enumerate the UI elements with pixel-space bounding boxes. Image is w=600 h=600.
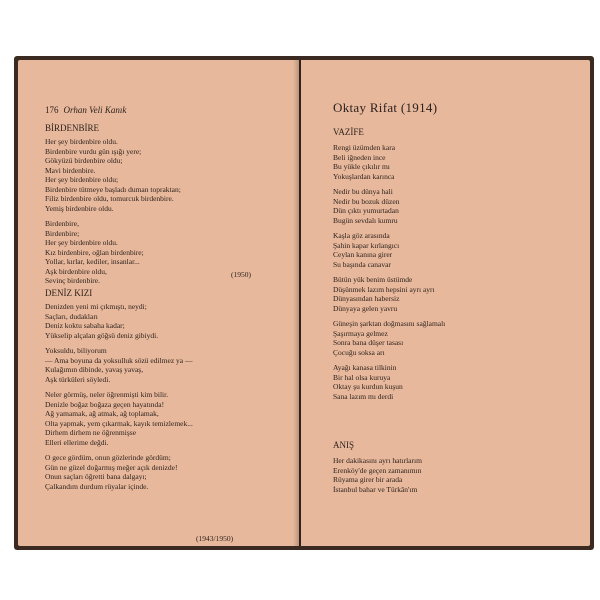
poem-line: Yokuşlardan karınca <box>333 171 395 181</box>
stanza <box>333 456 422 494</box>
stanza <box>333 231 445 269</box>
poem-line: Bütün yük benim üstümde <box>333 275 413 284</box>
poem-line: Dün çıktı yumurtadan <box>333 206 399 215</box>
poem-title: VAZİFE <box>333 127 364 137</box>
poem-line: Gün ne güzel doğarmış meğer açık denizde! <box>45 462 178 472</box>
poem-line: Bu yükle çıkılır mı <box>333 162 390 171</box>
poem-line: Ağ yamamak, ağ atmak, ağ toplamak, <box>45 409 159 418</box>
poem-line: Dirhem dirhem ne öğrenmişse <box>45 428 137 437</box>
poem-title: BİRDENBİRE <box>45 123 99 133</box>
poem-line: Ayağı kanasa tilkinin <box>333 363 397 372</box>
poem-date: (1950) <box>231 270 251 279</box>
poem-line: Sonra bana düşer tasası <box>333 338 404 347</box>
poem-line: Yükselip alçalan göğsü deniz gibiydi. <box>45 330 159 340</box>
poem-line: Filiz birdenbire oldu, tomurcuk birdenbire. <box>45 194 174 203</box>
poem-title: DENİZ KIZI <box>45 288 93 298</box>
poem-line: — Ama boyuna da yoksulluk sözü edilmez ya — <box>45 355 193 365</box>
stanza <box>333 363 445 401</box>
poem-line: Kaşla göz arasında <box>333 231 390 240</box>
poem-line: Çocuğu soksa arı <box>333 347 385 357</box>
poem-line: Aşk türküleri söyledi. <box>45 374 111 384</box>
poem-line: Olta yapmak, yem çıkarmak, kayık temizlemek... <box>45 418 193 428</box>
poem-line: Gökyüzü birdenbire oldu; <box>45 156 123 165</box>
poem-line: Bugün sevdalı kumru <box>333 215 398 225</box>
right-page <box>301 60 590 546</box>
stanza <box>45 390 193 447</box>
author-heading: Oktay Rifat (1914) <box>333 100 438 115</box>
poem-line: Rengi üzümden kara <box>333 143 396 152</box>
poem-line: Birdenbire vurdu gün ışığı yere; <box>45 146 142 156</box>
poem-line: Nedir bu dünya hali <box>333 187 393 196</box>
poem-line: Şaşırmaya gelmez <box>333 328 388 338</box>
stanza <box>45 302 193 340</box>
poem-line: Bir hal olsa kuruya <box>333 372 391 382</box>
poem-line: Rüyama girer bir arada <box>333 475 403 484</box>
poem-line: Yemiş birdenbire oldu. <box>45 203 114 213</box>
poem-line: Her şey birdenbire oldu. <box>45 137 118 146</box>
poem-line: Şahin kapar kırlangıcı <box>333 240 400 250</box>
poem-title: ANIŞ <box>333 440 355 450</box>
poem-line: Saçları, dudakları <box>45 311 98 321</box>
poem-line: Birdenbire, <box>45 219 79 228</box>
running-head <box>45 105 126 115</box>
stanza <box>333 275 445 313</box>
poem-birdenbire <box>45 123 181 292</box>
stanza <box>333 319 445 357</box>
stanza <box>333 187 445 225</box>
poem-line: Düşünmek lazım hepsini ayrı ayrı <box>333 284 435 294</box>
poem-line: Aşk birdenbire oldu, <box>45 266 107 276</box>
poem-line: O gece gördüm, onun gözlerinde gördüm; <box>45 453 171 462</box>
poem-line: Ceylan kanına girer <box>333 250 393 259</box>
poem-line: Deniz koktu sabaha kadar; <box>45 321 125 330</box>
poem-anis <box>333 440 422 500</box>
poem-line: Kız birdenbire, oğlan birdenbire; <box>45 247 144 257</box>
stanza <box>45 219 181 286</box>
stanza <box>45 453 193 491</box>
poem-line: Çalkandım durdum rüyalar içinde. <box>45 481 149 491</box>
poem-line: Denizle boğaz boğaza geçen hayatında! <box>45 399 165 409</box>
running-head-author: Orhan Veli Kanık <box>63 105 127 115</box>
poem-line: Elleri ellerime değdi. <box>45 437 109 447</box>
poem-line: Her şey birdenbire oldu; <box>45 175 119 184</box>
stanza <box>45 346 193 384</box>
left-page <box>18 60 299 546</box>
poem-deniz-kizi <box>45 288 193 497</box>
stanza <box>45 137 181 213</box>
poem-line: Neler görmüş, neler öğrenmişti kim bilir. <box>45 390 169 399</box>
poem-line: Sana lazım mı derdi <box>333 391 394 401</box>
page-number: 176 <box>45 105 59 115</box>
poem-line: Dünyasından habersiz <box>333 294 400 303</box>
poem-line: Birdenbire tütmeye başladı duman topraktan; <box>45 184 181 194</box>
poem-line: Oktay şu kurdun kuşun <box>333 382 403 391</box>
poem-vazife <box>333 127 445 407</box>
poem-line: Sevinç birdenbire. <box>45 276 100 285</box>
poem-line: Erenköy'de geçen zamanımın <box>333 465 422 475</box>
poem-date: (1943/1950) <box>196 534 234 543</box>
stanza <box>333 143 445 181</box>
poem-line: Güneşin şarktan doğmasını sağlamalı <box>333 319 446 328</box>
poem-line: Onun saçları öğretti bana dalgayı; <box>45 472 147 481</box>
poem-line: Yoksuldu, biliyorum <box>45 346 107 355</box>
poem-line: Denizden yeni mi çıkmıştı, neydi; <box>45 302 147 311</box>
poem-line: Su başında canavar <box>333 259 391 269</box>
poem-line: Her şey birdenbire oldu. <box>45 238 118 247</box>
poem-line: Kulağımın dibinde, yavaş yavaş, <box>45 365 144 374</box>
poem-line: Mavi birdenbire. <box>45 165 96 175</box>
poem-line: Nedir bu bozuk düzen <box>333 196 400 206</box>
poem-line: Beli iğneden ince <box>333 152 386 162</box>
poem-line: İstanbul bahar ve Türkân'ım <box>333 484 418 494</box>
poem-line: Birdenbire; <box>45 228 80 238</box>
poem-line: Dünyaya gelen yavru <box>333 303 398 313</box>
poem-line: Her dakikasını ayrı hatırlarım <box>333 456 422 465</box>
poem-line: Yollar, kırlar, kediler, insanlar... <box>45 257 140 266</box>
